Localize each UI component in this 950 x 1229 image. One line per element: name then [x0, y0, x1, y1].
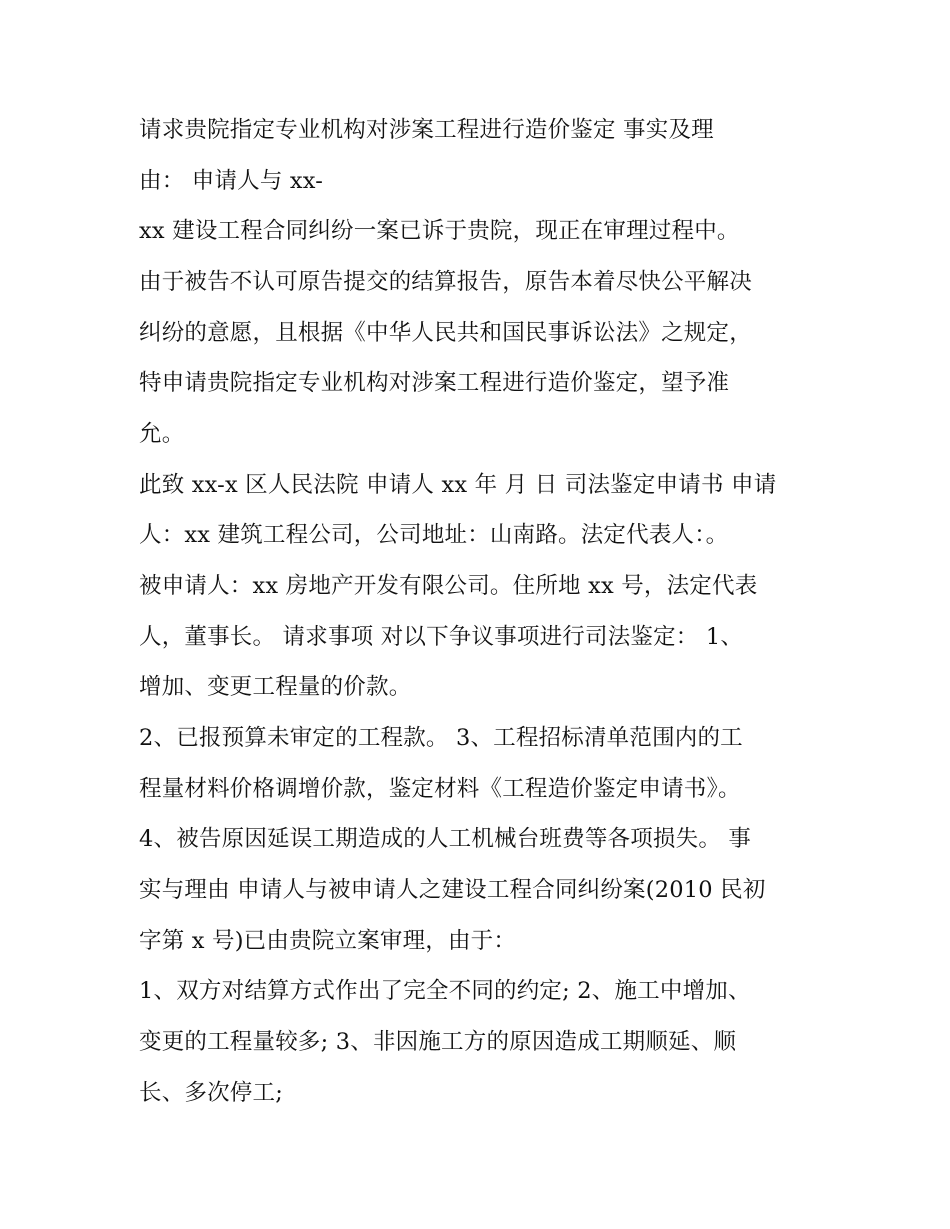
text-line: 人：xx 建筑工程公司，公司地址：山南路。法定代表人：。 — [139, 522, 729, 548]
text-line: 变更的工程量较多; 3、非因施工方的原因造成工期顺延、顺 — [139, 1029, 737, 1055]
text-line: 纠纷的意愿，且根据《中华人民共和国民事诉讼法》之规定， — [139, 320, 752, 346]
text-line: 由于被告不认可原告提交的结算报告，原告本着尽快公平解决 — [139, 269, 752, 295]
text-line: 字第 x 号)已由贵院立案审理，由于： — [139, 928, 517, 954]
text-line: 2、已报预算未审定的工程款。 3、工程招标清单范围内的工 — [139, 725, 743, 751]
text-line: 此致 xx-x 区人民法院 申请人 xx 年 月 日 司法鉴定申请书 申请 — [139, 472, 777, 498]
text-line: 允。 — [139, 421, 185, 447]
text-line: 人，董事长。 请求事项 对以下争议事项进行司法鉴定： 1、 — [139, 624, 744, 650]
text-line: 程量材料价格调增价款，鉴定材料《工程造价鉴定申请书》。 — [139, 776, 741, 802]
text-line: 请求贵院指定专业机构对涉案工程进行造价鉴定 事实及理 — [139, 117, 714, 143]
text-line: 1、双方对结算方式作出了完全不同的约定; 2、施工中增加、 — [139, 978, 751, 1004]
text-line: 实与理由 申请人与被申请人之建设工程合同纠纷案(2010 民初 — [139, 877, 766, 903]
text-line: 特申请贵院指定专业机构对涉案工程进行造价鉴定，望予准 — [139, 370, 730, 396]
text-line: 4、被告原因延误工期造成的人工机械台班费等各项损失。 事 — [139, 826, 752, 852]
text-line: 被申请人：xx 房地产开发有限公司。住所地 xx 号，法定代表 — [139, 573, 758, 599]
text-line: 长、多次停工; — [139, 1080, 283, 1106]
text-line: 增加、变更工程量的价款。 — [139, 674, 412, 700]
text-line: 由： 申请人与 xx- — [139, 168, 324, 194]
text-line: xx 建设工程合同纠纷一案已诉于贵院，现正在审理过程中。 — [139, 218, 740, 244]
